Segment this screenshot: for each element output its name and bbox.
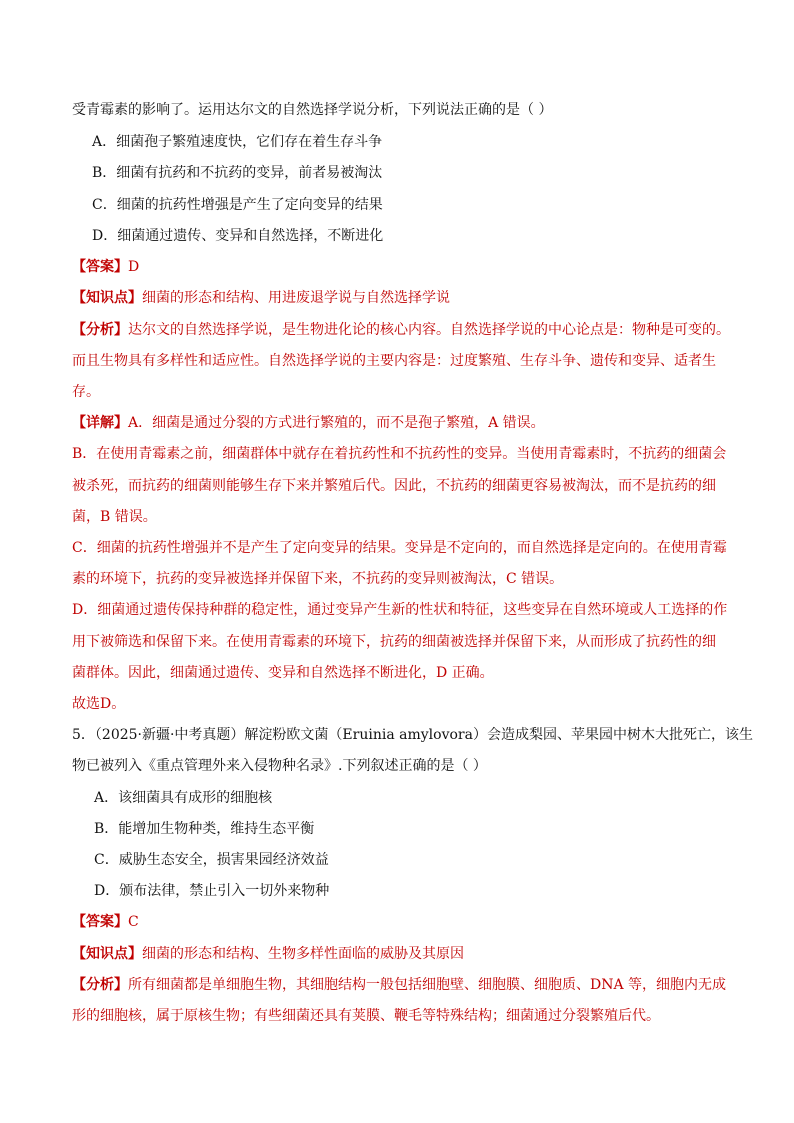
knowledge-tag: 【知识点】 [72, 290, 142, 306]
q4-option-d: D．细菌通过遗传、变异和自然选择，不断进化 [92, 228, 384, 244]
q4-knowledge-point: 【知识点】细菌的形态和结构、用进废退学说与自然选择学说 [72, 290, 450, 306]
q4-detail-line-1: 【详解】A．细菌是通过分裂的方式进行繁殖的，而不是孢子繁殖，A 错误。 [72, 415, 545, 431]
q5-option-b: B．能增加生物种类，维持生态平衡 [94, 821, 315, 837]
answer-tag: 【答案】 [72, 259, 128, 275]
q4-detail-line-3: 被杀死，而抗药的细菌则能够生存下来并繁殖后代。因此，不抗药的细菌更容易被淘汰，而不是抗药的细 [72, 478, 716, 494]
q4-detail-line-4: 菌，B 错误。 [72, 509, 157, 525]
q4-analysis-line-3: 存。 [72, 384, 100, 400]
q4-option-c: C．细菌的抗药性增强是产生了定向变异的结果 [92, 197, 383, 213]
q5-option-a: A．该细菌具有成形的细胞核 [94, 790, 273, 806]
q5-option-c: C．威胁生态安全，损害果园经济效益 [94, 852, 329, 868]
q4-detail-line-8: 用下被筛选和保留下来。在使用青霉素的环境下，抗药的细菌被选择并保留下来，从而形成了抗药性的细 [72, 634, 716, 650]
q4-analysis-line-1: 【分析】达尔文的自然选择学说，是生物进化论的核心内容。自然选择学说的中心论点是：物种是可变的。 [72, 322, 730, 338]
q5-analysis-line-2: 形的细胞核，属于原核生物；有些细菌还具有荚膜、鞭毛等特殊结构；细菌通过分裂繁殖后代。 [72, 1008, 660, 1024]
q4-detail-line-2: B．在使用青霉素之前，细菌群体中就存在着抗药性和不抗药性的变异。当使用青霉素时，不抗药的细菌会 [72, 446, 727, 462]
q5-answer: 【答案】C [72, 914, 139, 930]
knowledge-tag: 【知识点】 [72, 946, 142, 962]
q4-analysis-line-2: 而且生物具有多样性和适应性。自然选择学说的主要内容是：过度繁殖、生存斗争、遗传和变异、适者生 [72, 353, 716, 369]
question-5-stem-line-1: 5．（2025·新疆·中考真题）解淀粉欧文菌（Eruinia amylovora）会造成梨园、苹果园中树木大批死亡，该生 [72, 727, 753, 743]
question-5-stem-line-2: 物已被列入《重点管理外来入侵物种名录》.下列叙述正确的是（ ） [72, 758, 487, 774]
q4-conclusion: 故选D。 [72, 696, 126, 712]
q4-detail-line-5: C．细菌的抗药性增强并不是产生了定向变异的结果。变异是不定向的，而自然选择是定向的。在使用青霉 [72, 540, 727, 556]
answer-tag: 【答案】 [72, 914, 128, 930]
q5-analysis-line-1: 【分析】所有细菌都是单细胞生物，其细胞结构一般包括细胞壁、细胞膜、细胞质、DNA 等，细胞内无成 [72, 977, 727, 993]
analysis-tag: 【分析】 [72, 322, 128, 338]
question-4-stem: 受青霉素的影响了。运用达尔文的自然选择学说分析，下列说法正确的是（ ） [72, 102, 553, 118]
q5-knowledge-point: 【知识点】细菌的形态和结构、生物多样性面临的威胁及其原因 [72, 946, 464, 962]
q4-detail-line-9: 菌群体。因此，细菌通过遗传、变异和自然选择不断进化，D 正确。 [72, 665, 494, 681]
q4-answer: 【答案】D [72, 259, 140, 275]
detail-tag: 【详解】 [72, 415, 128, 431]
q4-detail-line-7: D．细菌通过遗传保持种群的稳定性，通过变异产生新的性状和特征，这些变异在自然环境或人工选择的作 [72, 602, 728, 618]
q4-option-a: A．细菌孢子繁殖速度快，它们存在着生存斗争 [92, 134, 383, 150]
q4-option-b: B．细菌有抗药和不抗药的变异，前者易被淘汰 [92, 165, 383, 181]
analysis-tag: 【分析】 [72, 977, 128, 993]
q5-option-d: D．颁布法律，禁止引入一切外来物种 [94, 883, 330, 899]
q4-detail-line-6: 素的环境下，抗药的变异被选择并保留下来，不抗药的变异则被淘汰，C 错误。 [72, 571, 564, 587]
